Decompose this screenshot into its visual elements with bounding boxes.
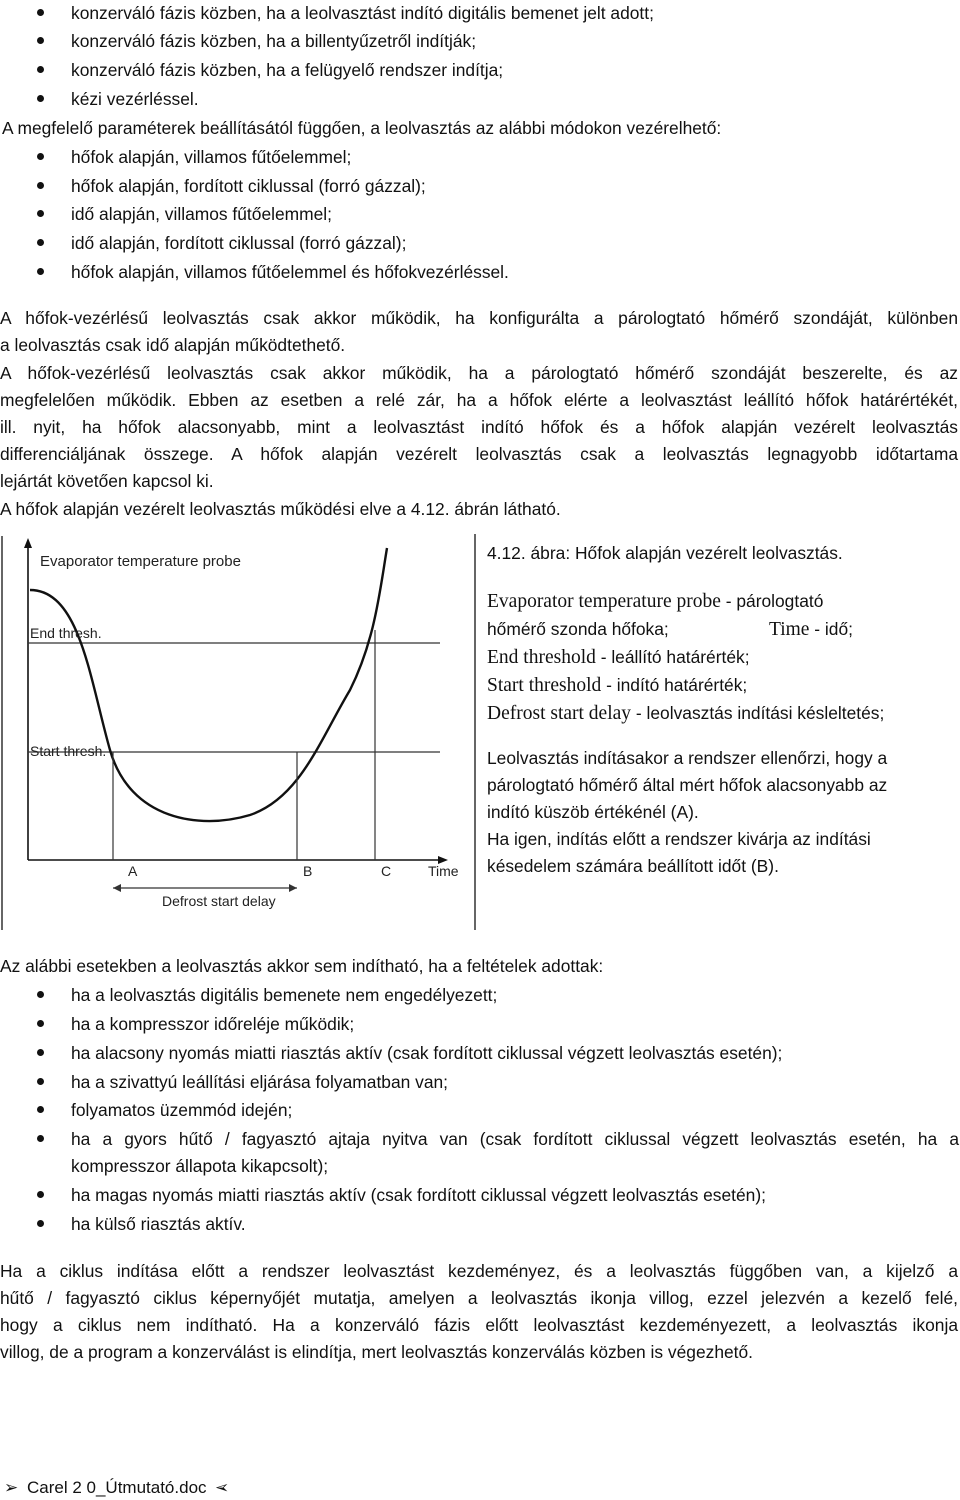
list-item: konzerváló fázis közben, ha a felügyelő rendszer indítja; <box>71 60 504 80</box>
list-item: konzerváló fázis közben, ha a billentyűzetről indítják; <box>71 31 477 51</box>
legend-def: - leállító határérték; <box>595 647 750 667</box>
arrow-right-icon: ➢ <box>4 1478 19 1497</box>
paragraph-line: villog, de a program a konzerválást is elindítja, mert leolvasztás konzerválás közben is végezhető. <box>0 1342 754 1362</box>
paragraph-line: a leolvasztás csak idő alapján működtethető. <box>0 335 346 355</box>
start-threshold-label: Start thresh. <box>30 743 107 759</box>
legend-def: - párologtató <box>720 591 824 611</box>
paragraph-line: megfelelően működik. Ebben az esetben a relé zár, ha a hőfok elérte a leolvasztást leállító hőfok határértékét, <box>0 390 958 410</box>
list-item: idő alapján, fordított ciklussal (forró gázzal); <box>71 233 407 253</box>
paragraph-line: A hőfok-vezérlésű leolvasztás csak akkor működik, ha konfigurálta a párologtató hőmérő szondáját, különben <box>0 308 958 328</box>
end-threshold-label: End thresh. <box>30 625 102 641</box>
figure-caption: 4.12. ábra: Hőfok alapján vezérelt leolvasztás. <box>487 543 843 563</box>
list-item: ha a gyors hűtő / fagyasztó ajtaja nyitva van (csak fordított ciklussal végzett leolvasztás esetén, ha a <box>71 1129 959 1149</box>
delay-label: Defrost start delay <box>162 893 276 909</box>
paragraph-line: hogy a ciklus nem indítható. Ha a konzerváló fázis előtt leolvasztást kezdeményezett, a leolvasztás ikonja <box>0 1315 958 1335</box>
figure-explanation-line: Leolvasztás indításakor a rendszer ellenőrzi, hogy a <box>487 748 888 768</box>
list-item-continuation: kompresszor állapota kikapcsolt); <box>71 1156 329 1176</box>
delay-bracket-arrow-left <box>113 884 121 892</box>
list-item: ha a szivattyú leállítási eljárása folyamatban van; <box>71 1072 448 1092</box>
arrow-left-icon: ➢ <box>215 1478 230 1497</box>
list-item: ha külső riasztás aktív. <box>71 1214 246 1234</box>
paragraph-line: lejártát követően kapcsol ki. <box>0 471 214 491</box>
list-item: ha alacsony nyomás miatti riasztás aktív (csak fordított ciklussal végzett leolvasztás esetén); <box>71 1043 783 1063</box>
not-allowed-intro: Az alábbi esetekben a leolvasztás akkor sem indítható, ha a feltételek adottak: <box>0 956 604 976</box>
figure-explanation-line: párologtató hőmérő által mért hőfok alacsonyabb az <box>487 775 888 795</box>
marker-a-label: A <box>128 863 138 879</box>
legend-term: End threshold <box>487 647 596 668</box>
x-axis-label: Time <box>428 863 459 879</box>
paragraph-line: differenciáljának összege. A hőfok alapján vezérelt leolvasztás csak a leolvasztás legnagyobb időtartama <box>0 444 958 464</box>
legend-line <box>487 589 823 614</box>
list-item: folyamatos üzemmód idején; <box>71 1100 293 1120</box>
list-item: kézi vezérléssel. <box>71 89 199 109</box>
legend-term: Start threshold <box>487 675 602 696</box>
list-item: ha a leolvasztás digitális bemenete nem engedélyezett; <box>71 985 498 1005</box>
legend-line <box>487 701 884 726</box>
list-item: hőfok alapján, villamos fűtőelemmel és hőfokvezérléssel. <box>71 262 509 282</box>
paragraph-line: Ha a ciklus indítása előtt a rendszer leolvasztást kezdeményez, és a leolvasztás függőben van, a kijelző a <box>0 1261 958 1281</box>
y-axis-label: Evaporator temperature probe <box>40 553 241 570</box>
legend-def: - idő; <box>809 619 853 639</box>
y-axis-arrow <box>24 538 32 548</box>
list-item: ha a kompresszor időreléje működik; <box>71 1014 355 1034</box>
list-item: hőfok alapján, fordított ciklussal (forró gázzal); <box>71 176 426 196</box>
legend-term: Defrost start delay <box>487 703 632 724</box>
paragraph-line: ill. nyit, ha hőfok alacsonyabb, mint a leolvasztást indító hőfok és a hőfok alapján vezérelt leolvasztás <box>0 417 958 437</box>
footer-filename: Carel 2 0_Útmutató.doc <box>26 1478 207 1497</box>
figure-reference: A hőfok alapján vezérelt leolvasztás működési elve a 4.12. ábrán látható. <box>0 499 561 519</box>
marker-c-label: C <box>381 863 392 879</box>
figure-explanation-line: indító küszöb értékénél (A). <box>487 802 699 822</box>
legend-term: Time <box>769 619 810 640</box>
footer <box>4 1476 230 1500</box>
marker-b-label: B <box>303 863 313 879</box>
legend-line <box>487 617 669 641</box>
temperature-curve <box>30 548 387 821</box>
legend-line <box>487 645 750 670</box>
list-item: ha magas nyomás miatti riasztás aktív (csak fordított ciklussal végzett leolvasztás esetén); <box>71 1185 766 1205</box>
list-item: idő alapján, villamos fűtőelemmel; <box>71 204 332 224</box>
list-item: konzerváló fázis közben, ha a leolvasztást indító digitális bemenet jelt adott; <box>71 3 654 23</box>
delay-bracket-arrow-right <box>289 884 297 892</box>
legend-line <box>487 673 747 698</box>
figure-explanation-line: késedelem számára beállított időt (B). <box>487 856 779 876</box>
paragraph-line: A hőfok-vezérlésű leolvasztás csak akkor működik, ha a párologtató hőmérő szondáját beszerelte, és az <box>0 363 958 383</box>
paragraph-line: hűtő / fagyasztó ciklus képernyőjét mutatja, amelyen a leolvasztás ikonja villog, ezzel jelezvén a kezelő felé, <box>0 1288 958 1308</box>
legend-def: - indító határérték; <box>601 675 748 695</box>
defrost-chart <box>0 530 476 932</box>
legend-def: - leolvasztás indítási késleltetés; <box>631 703 885 723</box>
mode-intro: A megfelelő paraméterek beállításától függően, a leolvasztás az alábbi módokon vezérelhető: <box>2 118 722 138</box>
legend-def: hőmérő szonda hőfoka; <box>487 619 669 639</box>
figure-explanation-line: Ha igen, indítás előtt a rendszer kivárja az indítási <box>487 829 871 849</box>
legend-line <box>769 617 853 642</box>
legend-term: Evaporator temperature probe <box>487 591 721 612</box>
list-item: hőfok alapján, villamos fűtőelemmel; <box>71 147 352 167</box>
